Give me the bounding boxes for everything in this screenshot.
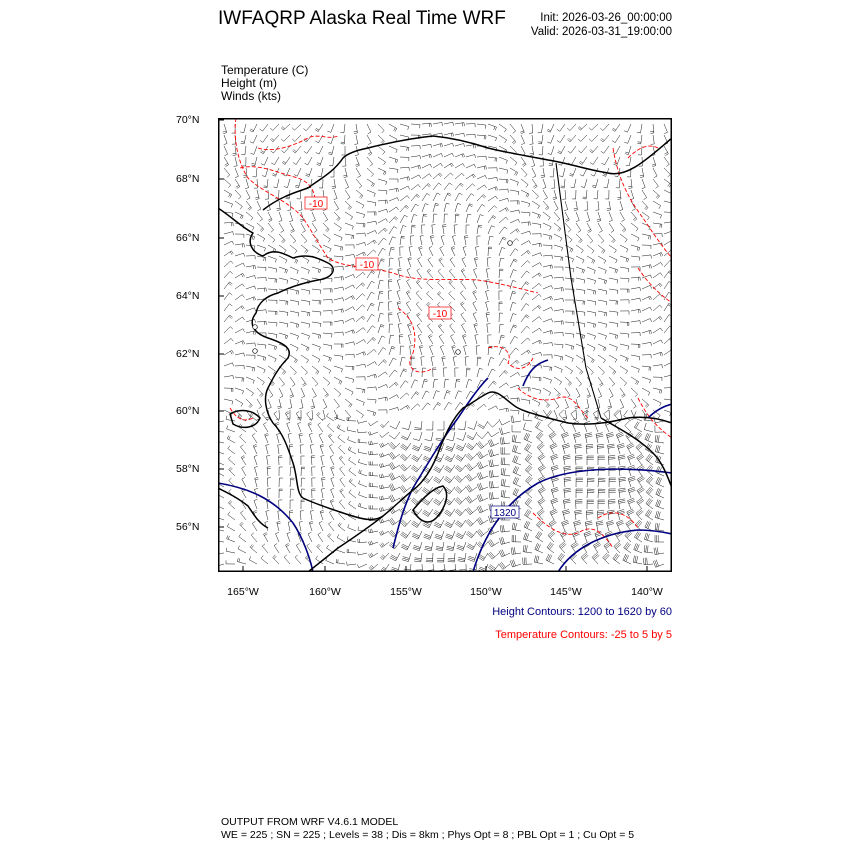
lon-label: 160°W [309, 586, 341, 598]
field-label-winds: Winds (kts) [221, 89, 281, 103]
lat-label: 60°N [176, 405, 200, 417]
temp-contour-label: -10 [432, 309, 448, 320]
station-marker [508, 241, 513, 246]
temperature-contour-legend: Temperature Contours: -25 to 5 by 5 [495, 629, 672, 641]
field-label-temperature: Temperature (C) [221, 63, 309, 77]
lat-label: 58°N [176, 463, 200, 475]
map-panel [218, 118, 672, 572]
lon-label: 150°W [470, 586, 502, 598]
lon-label: 145°W [550, 586, 582, 598]
station-marker [456, 350, 461, 355]
temp-contour-label: -10 [308, 199, 324, 210]
lat-label: 66°N [176, 232, 200, 244]
height-contour-label: 1320 [493, 508, 517, 519]
temp-contour-label: -10 [359, 260, 375, 271]
temp-contour-label-box [356, 258, 378, 271]
station-marker [253, 349, 258, 354]
lat-label: 68°N [176, 173, 200, 185]
field-label-height: Height (m) [221, 76, 278, 90]
model-footer-line2: WE = 225 ; SN = 225 ; Levels = 38 ; Dis = 8km ; Phys Opt = 8 ; PBL Opt = 1 ; Cu Opt = 5 [221, 829, 635, 841]
lon-label: 155°W [390, 586, 422, 598]
temp-contour-label-box [305, 197, 327, 210]
temp-contour-label-box [429, 307, 451, 320]
station-marker [253, 325, 258, 330]
plot-title: IWFAQRP Alaska Real Time WRF [218, 8, 506, 29]
lat-label: 70°N [176, 114, 200, 126]
height-contour-legend: Height Contours: 1200 to 1620 by 60 [492, 606, 672, 618]
lat-label: 62°N [176, 348, 200, 360]
model-footer-line1: OUTPUT FROM WRF V4.6.1 MODEL [221, 816, 399, 828]
lon-label: 140°W [631, 586, 663, 598]
lat-label: 64°N [176, 290, 200, 302]
valid-time: Valid: 2026-03-31_19:00:00 [530, 26, 672, 38]
height-contour-label-box [491, 506, 519, 519]
lat-label: 56°N [176, 521, 200, 533]
init-time: Init: 2026-03-26_00:00:00 [540, 12, 672, 24]
lon-label: 165°W [227, 586, 259, 598]
